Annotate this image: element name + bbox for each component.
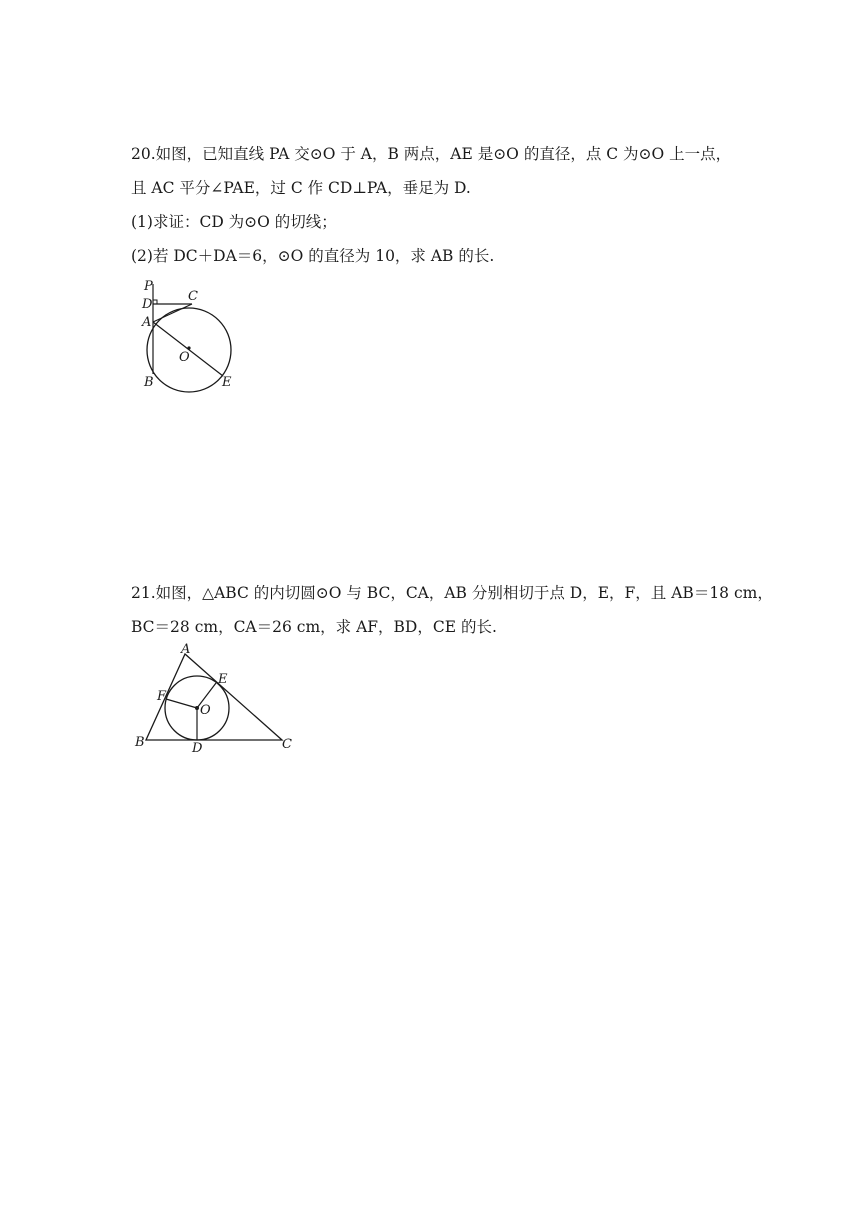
label-f: F <box>157 689 167 704</box>
problem-20-part-1: (1)求证：CD 为⊙O 的切线； <box>131 213 337 231</box>
label-o: O <box>200 703 211 718</box>
problem-20-part-2: (2)若 DC＋DA＝6，⊙O 的直径为 10，求 AB 的长. <box>131 247 495 265</box>
radius-of <box>166 699 197 708</box>
label-e: E <box>218 672 228 687</box>
problem-21-line-2: BC＝28 cm，CA＝26 cm，求 AF，BD，CE 的长. <box>131 618 497 636</box>
label-d: D <box>192 741 203 754</box>
label-b: B <box>135 735 145 750</box>
label-p: P <box>144 279 153 294</box>
label-o: O <box>179 350 190 365</box>
label-c: C <box>188 289 198 304</box>
label-d: D <box>142 297 153 312</box>
right-angle-mark <box>153 300 157 304</box>
label-b: B <box>144 375 154 390</box>
problem-20-figure <box>135 278 245 393</box>
label-a: A <box>181 642 191 657</box>
label-e: E <box>222 375 232 390</box>
problem-20-line-1: 20.如图，已知直线 PA 交⊙O 于 A，B 两点，AE 是⊙O 的直径，点 C 为⊙O 上一点， <box>131 145 732 163</box>
problem-20-line-2: 且 AC 平分∠PAE，过 C 作 CD⊥PA，垂足为 D. <box>131 179 471 197</box>
label-a: A <box>142 315 152 330</box>
incenter-dot <box>195 706 199 710</box>
label-c: C <box>282 737 292 752</box>
problem-21-line-1: 21.如图，△ABC 的内切圆⊙O 与 BC，CA，AB 分别相切于点 D，E，F，且 AB＝18 cm， <box>131 584 773 602</box>
problem-21-figure <box>130 642 300 754</box>
segment-ac <box>153 304 192 322</box>
